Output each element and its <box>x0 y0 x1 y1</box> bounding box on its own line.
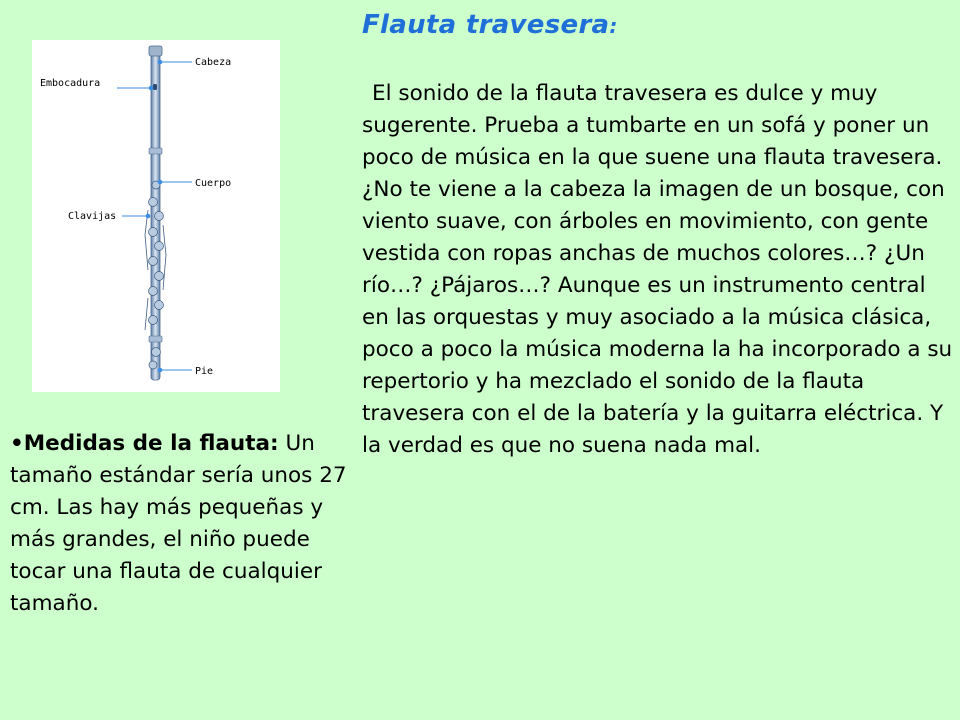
main-paragraph: El sonido de la flauta travesera es dulce y muy sugerente. Prueba a tumbarte en un sofá y poner un poco de música en la que suene una flauta travesera. ¿No te viene a la cabeza la imagen de un bosque, con viento suave, con árboles en movimiento, con gente vestida con ropas anchas de muchos colores…? ¿Un río…? ¿Pájaros…? Aunque es un instrumento central en las orquestas y muy asociado a la música clásica, poco a poco la música moderna la ha incorporado a su repertorio y ha mezclado el sonido de la flauta travesera con el de la batería y la guitarra eléctrica. Y la verdad es que no suena nada mal. <box>362 81 953 458</box>
label-clavijas: Clavijas <box>68 211 117 222</box>
label-cuerpo: Cuerpo <box>195 178 232 189</box>
measures-block <box>10 428 350 620</box>
pointer-dot <box>158 60 163 65</box>
title-text: Flauta travesera <box>362 10 610 40</box>
flute-diagram <box>32 40 280 392</box>
label-embocadura: Embocadura <box>40 78 101 89</box>
pointer-dot <box>158 368 163 373</box>
pointer-dot <box>149 86 154 91</box>
page-title <box>362 10 618 40</box>
title-colon: : <box>609 14 618 38</box>
pointer-dot <box>158 180 163 185</box>
measures-heading: •Medidas de la flauta: <box>10 431 279 456</box>
label-cabeza: Cabeza <box>195 57 232 68</box>
flute-illustration <box>145 46 166 380</box>
pointer-dot <box>146 214 151 219</box>
measures-text: Un tamaño estándar sería unos 27 cm. Las hay más pequeñas y más grandes, el niño puede tocar una flauta de cualquier tamaño. <box>10 431 347 616</box>
label-pie: Pie <box>195 366 214 377</box>
